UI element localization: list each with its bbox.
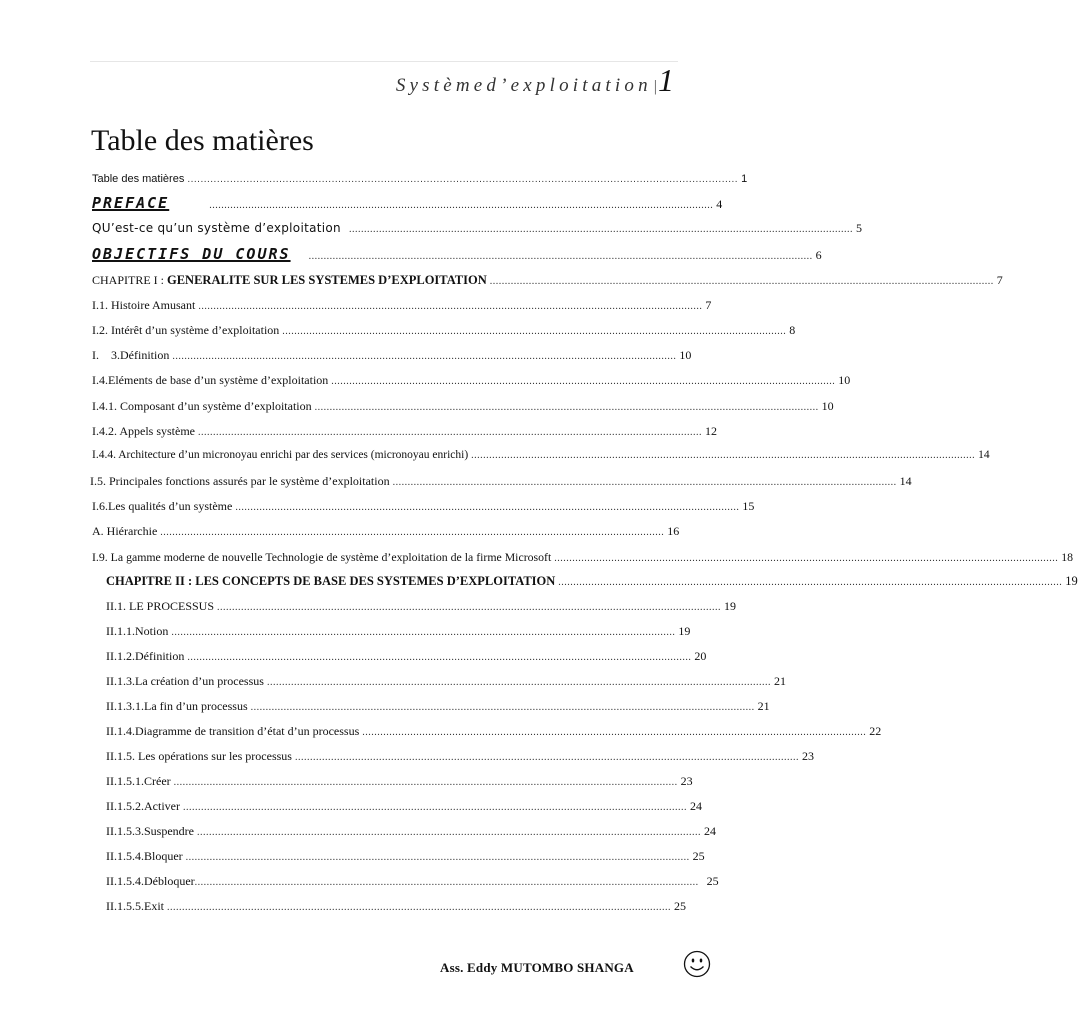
- toc-entry[interactable]: [92, 272, 1003, 290]
- toc-leader: ........................................................................................................................................................................: [171, 627, 676, 638]
- toc-entry-label: II.1.1.Notion: [106, 624, 169, 638]
- running-header-title: Systèmed’exploitation: [395, 75, 652, 96]
- toc-entry-page: 24: [689, 799, 702, 813]
- toc-leader: ........................................................................................................................................................................: [489, 276, 994, 287]
- toc-entry-page: 25: [706, 874, 719, 888]
- toc-entry[interactable]: [92, 171, 748, 188]
- toc-entry-page: 25: [692, 849, 705, 863]
- toc-entry-page: 14: [978, 449, 990, 461]
- chapter-title: GENERALITE SUR LES SYSTEMES D’EXPLOITATION: [167, 273, 487, 287]
- toc-entry-label: [92, 272, 487, 288]
- author-prefix: Ass.: [440, 960, 464, 975]
- toc-entry-label: II.1.5.1.Créer: [106, 774, 171, 788]
- toc-entry-page: 4: [716, 197, 723, 211]
- toc-entry-label: II.1.5.4.Bloquer: [106, 849, 183, 863]
- toc-entry[interactable]: [90, 473, 912, 491]
- toc-entry-label: II.1. LE PROCESSUS: [106, 599, 215, 613]
- toc-leader: ........................................................................................................................................................................: [554, 553, 1059, 564]
- toc-entry-label: II.1.5.4.Débloquer: [106, 874, 195, 888]
- toc-leader: ........................................................................................................................................................................: [217, 602, 722, 613]
- toc-entry-page: 15: [742, 499, 755, 513]
- toc-entry-page: 23: [680, 774, 693, 788]
- toc-entry-page: 5: [855, 221, 862, 235]
- toc-leader: ........................................................................................................................................................................: [235, 502, 740, 513]
- toc-entry-label: II.1.5.5.Exit: [106, 899, 164, 913]
- toc-leader: ........................................................................................................................................................................: [471, 450, 976, 461]
- toc-entry-page: 14: [899, 474, 912, 488]
- toc-entry[interactable]: [92, 297, 712, 315]
- toc-leader: ........................................................................................................................................................................: [173, 777, 678, 788]
- toc-leader: ........................................................................................................................................................................: [198, 301, 703, 312]
- toc-entry[interactable]: [106, 598, 737, 616]
- toc-entry[interactable]: [92, 447, 990, 464]
- chapter-prefix: CHAPITRE I :: [92, 273, 167, 287]
- toc-entry[interactable]: [92, 347, 692, 365]
- toc-entry-label: QU’est-ce qu’un système d’exploitation: [92, 221, 341, 235]
- toc-leader: ........................................................................................................................................................................: [172, 351, 677, 362]
- toc-entry[interactable]: [106, 798, 702, 816]
- toc-entry[interactable]: [92, 245, 822, 265]
- toc-leader: ........................................................................................................................................................................: [331, 376, 836, 387]
- toc-entry-page: 7: [996, 273, 1003, 287]
- toc-entry-label: I.4.2. Appels système: [92, 424, 195, 438]
- toc-leader: ........................................................................................................................................................................: [167, 902, 671, 913]
- toc-entry-page: 20: [694, 649, 707, 663]
- toc-leader: ........................................................................................................................................................................: [182, 802, 687, 813]
- toc-entry-label: I. 3.Définition: [92, 348, 170, 362]
- toc-entry[interactable]: [106, 748, 814, 766]
- author-name: Eddy MUTOMBO SHANGA: [467, 960, 634, 975]
- toc-entry-label: II.1.4.Diagramme de transition d’état d’un processus: [106, 724, 360, 738]
- page-title: Table des matières: [91, 124, 314, 157]
- toc-entry-label: II.1.5. Les opérations sur les processus: [106, 749, 292, 763]
- toc-entry-label: I.9. La gamme moderne de nouvelle Technologie de système d’exploitation de la firme Microsoft: [92, 550, 552, 564]
- toc-leader: ........................................................................................................................................................................: [196, 827, 701, 838]
- toc-entry-page: 10: [838, 373, 851, 387]
- toc-entry[interactable]: [106, 773, 693, 791]
- footer-author: [440, 960, 634, 976]
- toc-entry[interactable]: [106, 648, 707, 666]
- toc-entry-label: II.1.5.3.Suspendre: [106, 824, 194, 838]
- toc-entry-page: 22: [869, 724, 882, 738]
- running-header-separator: |: [653, 78, 657, 95]
- toc-leader: ........................................................................................................................................................................: [294, 752, 799, 763]
- toc-entry[interactable]: [106, 823, 716, 841]
- toc-leader: ........................................................................................................................................................................: [194, 877, 699, 888]
- toc-entry-page: 19: [1065, 574, 1078, 588]
- toc-entry-page: 8: [789, 323, 796, 337]
- toc-entry[interactable]: [92, 549, 1074, 567]
- toc-entry-label: I.4.Eléments de base d’un système d’exploitation: [92, 373, 329, 387]
- toc-leader: ........................................................................................................................................................................: [348, 224, 853, 235]
- toc-leader: ........................................................................................................................................................................: [185, 852, 690, 863]
- smiley-icon: [683, 950, 711, 978]
- toc-entry-page: 1: [741, 173, 748, 185]
- toc-entry-label: I.4.1. Composant d’un système d’exploitation: [92, 399, 312, 413]
- toc-entry[interactable]: [106, 573, 1078, 591]
- toc-entry[interactable]: [92, 322, 796, 340]
- toc-leader: ........................................................................................................................................................................: [282, 326, 787, 337]
- toc-entry[interactable]: [92, 423, 717, 441]
- toc-entry-label: OBJECTIFS DU COURS: [92, 245, 291, 263]
- toc-entry-page: 12: [705, 424, 717, 438]
- toc-leader: ........................................................................................................................................................................: [187, 652, 692, 663]
- toc-entry-label: I.1. Histoire Amusant: [92, 298, 196, 312]
- toc-entry[interactable]: [106, 698, 770, 716]
- toc-entry[interactable]: [92, 523, 679, 541]
- toc-entry-page: 7: [705, 298, 712, 312]
- toc-entry-label: PREFACE: [92, 194, 170, 212]
- toc-entry-page: 16: [667, 524, 680, 538]
- toc-entry-label: I.2. Intérêt d’un système d’exploitation: [92, 323, 280, 337]
- toc-entry-label: A. Hiérarchie: [92, 524, 158, 538]
- toc-entry-page: 19: [724, 599, 737, 613]
- toc-entry[interactable]: [106, 873, 719, 891]
- toc-leader: ........................................................................................................................................................................: [198, 427, 702, 438]
- toc-entry-page: 6: [815, 248, 822, 262]
- toc-entry-page: 18: [1061, 550, 1074, 564]
- toc-entry[interactable]: [92, 194, 723, 214]
- toc-leader: ........................................................................................................................................................................: [558, 577, 1063, 588]
- toc-entry-label: I.5. Principales fonctions assurés par le système d’exploitation: [90, 474, 390, 488]
- toc-leader: ........................................................................................................................................................................: [266, 677, 771, 688]
- toc-entry-page: 21: [757, 699, 770, 713]
- toc-entry[interactable]: [92, 398, 834, 416]
- page-number: 1: [658, 62, 674, 98]
- toc-leader: ........................................................................................................................................................................: [308, 251, 813, 262]
- toc-entry-page: 10: [821, 399, 834, 413]
- toc-leader: ........................................................................................................................................................................: [392, 477, 897, 488]
- toc-entry[interactable]: [92, 498, 755, 516]
- toc-entry[interactable]: [92, 372, 851, 390]
- toc-entry[interactable]: [106, 673, 786, 691]
- toc-entry-page: 25: [674, 899, 686, 913]
- toc-entry-label: CHAPITRE II : LES CONCEPTS DE BASE DES SYSTEMES D’EXPLOITATION: [106, 574, 556, 588]
- toc-leader: ........................................................................................................................................................................: [209, 200, 714, 211]
- toc-entry[interactable]: [106, 898, 686, 916]
- toc-entry-label: II.1.2.Définition: [106, 649, 185, 663]
- toc-leader: ........................................................................................................................................................................: [160, 527, 665, 538]
- toc-entry-page: 21: [773, 674, 786, 688]
- toc-entry[interactable]: [106, 848, 705, 866]
- toc-entry-page: 23: [801, 749, 814, 763]
- toc-entry-label: II.1.3.La création d’un processus: [106, 674, 264, 688]
- toc-entry-label: I.6.Les qualités d’un système: [92, 499, 233, 513]
- toc-entry-page: 19: [678, 624, 691, 638]
- toc-leader: ........................................................................................................................................................................: [362, 727, 867, 738]
- toc-entry[interactable]: [92, 220, 862, 238]
- toc-entry[interactable]: [106, 623, 691, 641]
- toc-entry-label: Table des matières: [92, 173, 185, 185]
- toc-entry-label: II.1.5.2.Activer: [106, 799, 180, 813]
- toc-entry-label: II.1.3.1.La fin d’un processus: [106, 699, 248, 713]
- toc-leader: ........................................................................................................................................................................: [314, 402, 819, 413]
- toc-leader: ........................................................................................................................................................................: [250, 702, 755, 713]
- toc-leader: ........................................................................................................................................................................: [187, 174, 739, 185]
- toc-entry-label: I.4.4. Architecture d’un micronoyau enrichi par des services (micronoyau enrichi): [92, 449, 469, 461]
- toc-entry[interactable]: [106, 723, 882, 741]
- toc-entry-page: 24: [703, 824, 716, 838]
- toc-entry-page: 10: [679, 348, 692, 362]
